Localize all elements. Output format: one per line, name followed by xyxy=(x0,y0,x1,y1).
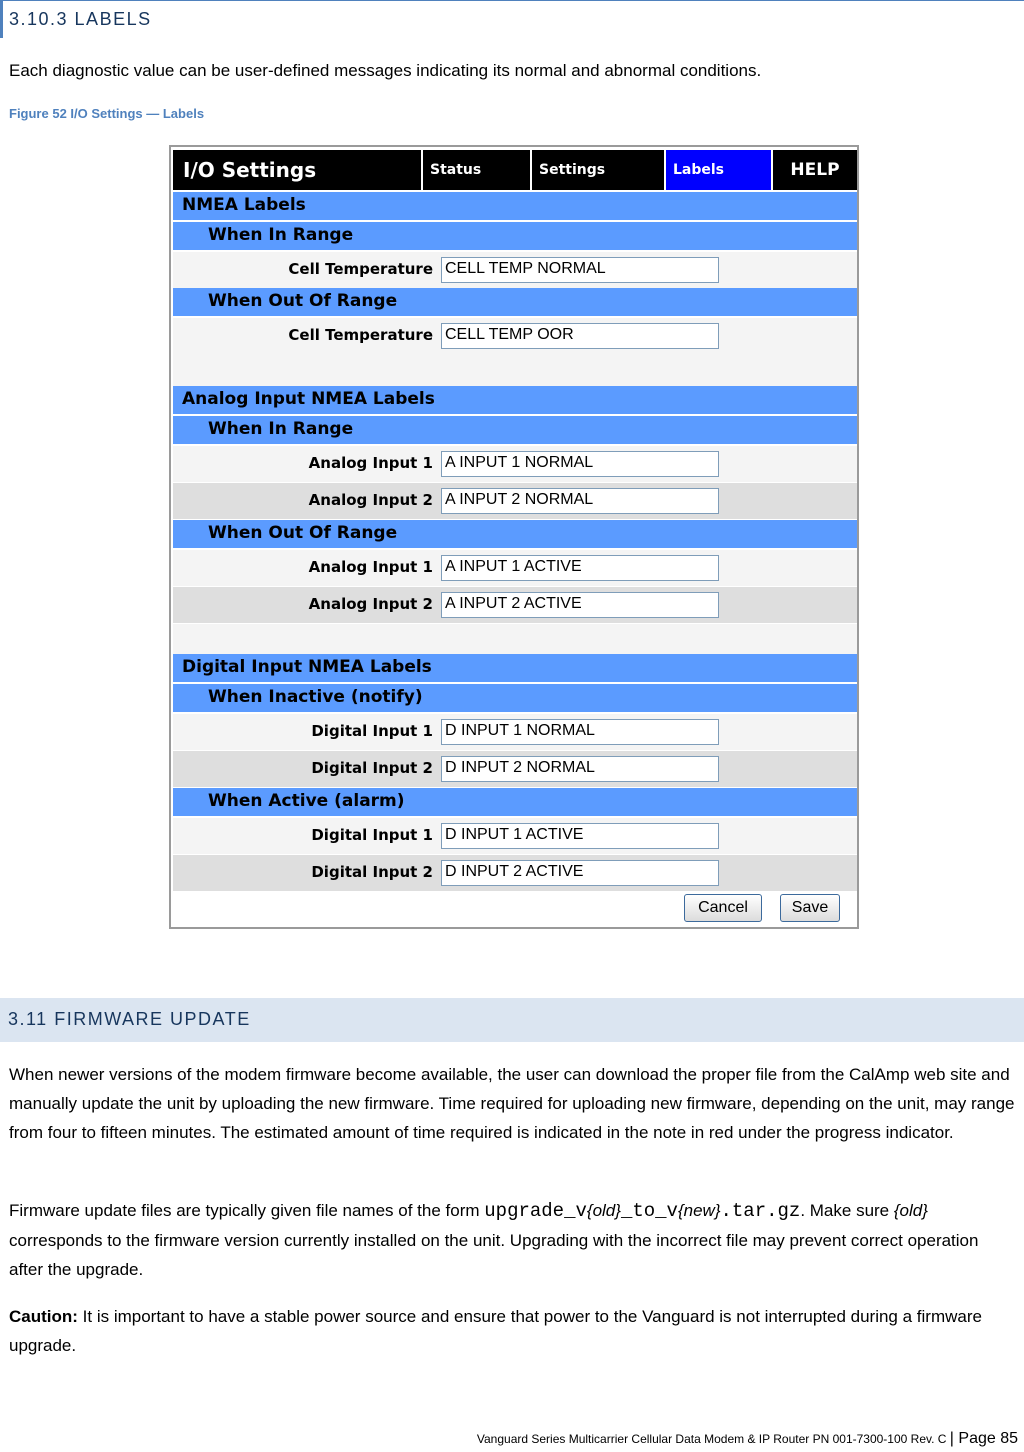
analog-input-2-active-input[interactable]: A INPUT 2 ACTIVE xyxy=(441,592,719,618)
field-label: Digital Input 1 xyxy=(311,722,433,740)
digital-labels-header: Digital Input NMEA Labels xyxy=(173,654,857,682)
digital-inactive-header: When Inactive (notify) xyxy=(173,684,857,712)
analog-input-2-normal-input[interactable]: A INPUT 2 NORMAL xyxy=(441,488,719,514)
firmware-paragraph: When newer versions of the modem firmware become available, the user can download the proper file from the CalAmp web site and manually update the unit by uploading the new firmware. Time required for uploading new firmware, depending on the unit, may range from four to fifteen minutes. The estimated amount of time required is indicated in the note in red under the progress indicator. xyxy=(9,1065,1015,1142)
digital-input-2-normal-input[interactable]: D INPUT 2 NORMAL xyxy=(441,756,719,782)
nmea-labels-header: NMEA Labels xyxy=(173,192,857,220)
form-row xyxy=(173,714,857,750)
cell-temp-out-range-input[interactable]: CELL TEMP OOR xyxy=(441,323,719,349)
spacer-row xyxy=(173,354,857,386)
form-row xyxy=(173,446,857,482)
form-row xyxy=(173,550,857,586)
analog-out-range-header: When Out Of Range xyxy=(173,520,857,548)
code-text: _to_v xyxy=(620,1200,678,1222)
form-row xyxy=(173,855,857,891)
section-title: 3.10.3 LABELS xyxy=(9,9,152,29)
code-text: .tar.gz xyxy=(720,1200,801,1222)
tab-status[interactable]: Status xyxy=(423,150,530,190)
field-label: Analog Input 2 xyxy=(308,595,433,613)
tab-bar xyxy=(173,150,857,190)
panel-title: I/O Settings xyxy=(173,150,421,190)
field-label: Digital Input 2 xyxy=(311,759,433,777)
analog-input-1-normal-input[interactable]: A INPUT 1 NORMAL xyxy=(441,451,719,477)
caution-paragraph: Caution: It is important to have a stable power source and ensure that power to the Vanguard is not interrupted during a firmware upgrade. xyxy=(9,1307,982,1355)
caution-label: Caution: xyxy=(9,1307,78,1326)
io-settings-panel xyxy=(169,145,859,929)
section-heading-firmware xyxy=(0,998,1024,1042)
cell-temp-in-range-input[interactable]: CELL TEMP NORMAL xyxy=(441,257,719,283)
cancel-button[interactable]: Cancel xyxy=(684,894,762,922)
page-number: Page 85 xyxy=(958,1430,1018,1447)
field-label: Digital Input 1 xyxy=(311,826,433,844)
analog-input-1-active-input[interactable]: A INPUT 1 ACTIVE xyxy=(441,555,719,581)
page-footer: Vanguard Series Multicarrier Cellular Data Modem & IP Router PN 001-7300-100 Rev. C | Page 85 xyxy=(476,1430,1018,1447)
form-row xyxy=(173,252,857,288)
digital-input-1-normal-input[interactable]: D INPUT 1 NORMAL xyxy=(441,719,719,745)
form-row xyxy=(173,587,857,623)
field-label: Analog Input 1 xyxy=(308,454,433,472)
filename-paragraph: Firmware update files are typically given file names of the form upgrade_v{old}_to_v{new}.tar.gz. Make sure {old} corresponds to the firmware version currently installed on the unit. Upgrading with the incorrect file may prevent correct operation after the upgrade. xyxy=(9,1200,979,1279)
field-label: Analog Input 1 xyxy=(308,558,433,576)
digital-input-1-active-input[interactable]: D INPUT 1 ACTIVE xyxy=(441,823,719,849)
form-row xyxy=(173,483,857,519)
analog-labels-header: Analog Input NMEA Labels xyxy=(173,386,857,414)
form-row xyxy=(173,818,857,854)
digital-active-header: When Active (alarm) xyxy=(173,788,857,816)
form-row xyxy=(173,751,857,787)
field-label: Digital Input 2 xyxy=(311,863,433,881)
spacer-row xyxy=(173,624,857,654)
code-text: upgrade_v xyxy=(484,1200,587,1222)
analog-in-range-header: When In Range xyxy=(173,416,857,444)
section-heading-labels xyxy=(0,0,1024,38)
field-label: Cell Temperature xyxy=(288,260,433,278)
tab-labels[interactable]: Labels xyxy=(666,150,771,190)
save-button[interactable]: Save xyxy=(780,894,840,922)
field-label: Cell Temperature xyxy=(288,326,433,344)
nmea-out-range-header: When Out Of Range xyxy=(173,288,857,316)
field-label: Analog Input 2 xyxy=(308,491,433,509)
nmea-in-range-header: When In Range xyxy=(173,222,857,250)
digital-input-2-active-input[interactable]: D INPUT 2 ACTIVE xyxy=(441,860,719,886)
intro-paragraph: Each diagnostic value can be user-defined messages indicating its normal and abnormal conditions. xyxy=(9,61,762,80)
tab-settings[interactable]: Settings xyxy=(532,150,664,190)
section-title: 3.11 FIRMWARE UPDATE xyxy=(8,1009,251,1029)
figure-caption: Figure 52 I/O Settings — Labels xyxy=(9,106,205,121)
form-row xyxy=(173,318,857,354)
tab-help[interactable]: HELP xyxy=(773,150,857,190)
